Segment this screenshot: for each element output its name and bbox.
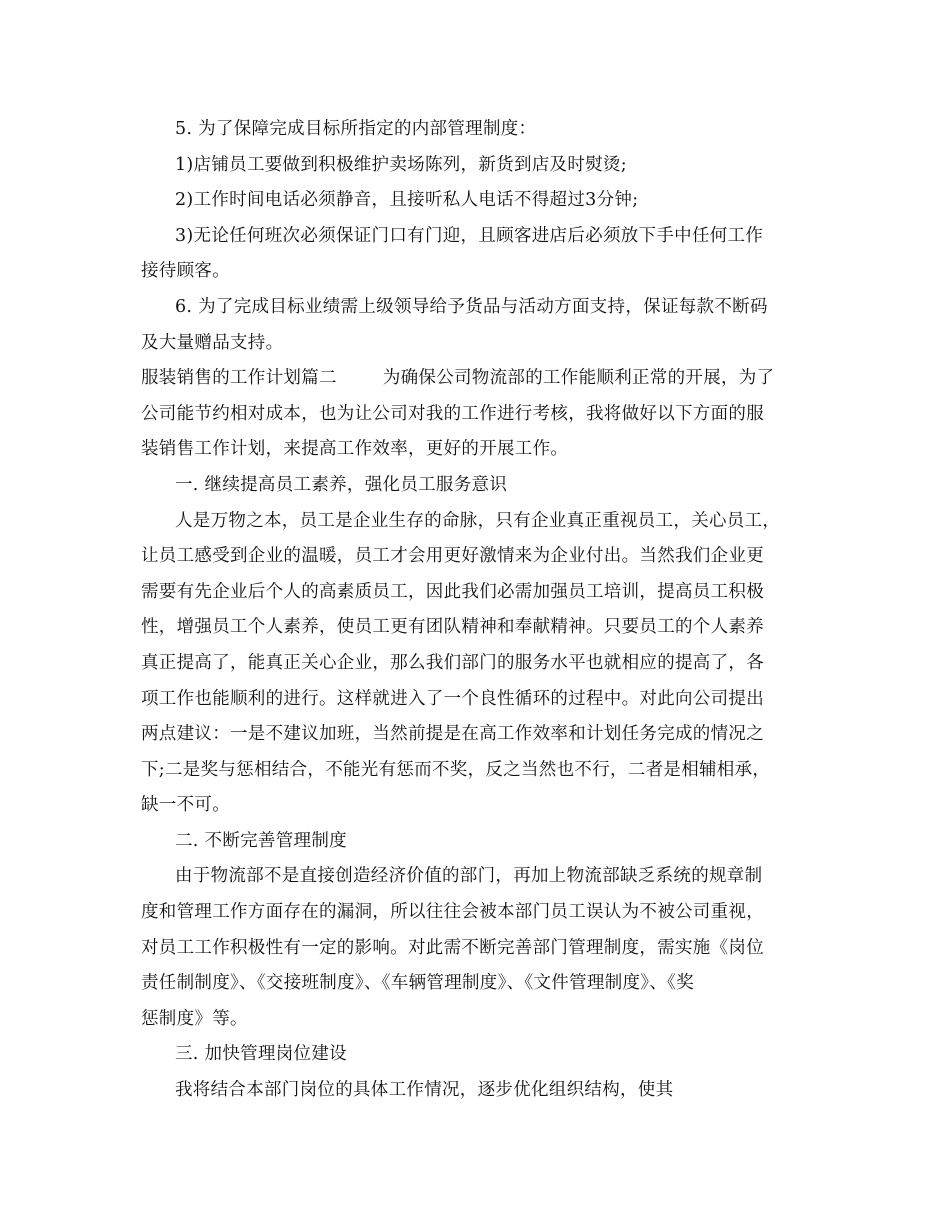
paragraph-line: 度和管理工作方面存在的漏洞，所以往往会被本部门员工误认为不被公司重视， (141, 902, 764, 923)
paragraph-line: 1)店铺员工要做到积极维护卖场陈列，新货到店及时熨烫; (175, 154, 627, 175)
paragraph-line: 人是万物之本，员工是企业生存的命脉，只有企业真正重视员工，关心员工， (175, 510, 781, 531)
paragraph-line: 2)工作时间电话必须静音，且接听私人电话不得超过3分钟; (175, 190, 639, 211)
paragraph-line: 责任制制度》、《交接班制度》、《车辆管理制度》、《文件管理制度》、《奖 (141, 973, 694, 994)
paragraph-line: 对员工工作积极性有一定的影响。对此需不断完善部门管理制度，需实施《岗位 (141, 937, 764, 958)
paragraph-text: 为确保公司物流部的工作能顺利正常的开展，为了 (382, 368, 775, 389)
section-title-line (141, 361, 811, 397)
paragraph-line: 公司能节约相对成本，也为让公司对我的工作进行考核，我将做好以下方面的服 (141, 403, 764, 424)
paragraph-line: 需要有先企业后个人的高素质员工，因此我们必需加强员工培训，提高员工积极 (141, 581, 764, 602)
paragraph-line: 3)无论任何班次必须保证门口有门迎，且顾客进店后必须放下手中任何工作 (175, 225, 764, 246)
paragraph-line: 惩制度》等。 (141, 1008, 248, 1029)
section-title: 服装销售的工作计划篇二 (141, 368, 337, 389)
paragraph-line: 两点建议：一是不建议加班，当然前提是在高工作效率和计划任务完成的情况之 (141, 724, 764, 745)
paragraph-line: 6. 为了完成目标业绩需上级领导给予货品与活动方面支持，保证每款不断码 (175, 296, 768, 317)
heading-line: 二. 不断完善管理制度 (175, 830, 347, 851)
paragraph-line: 真正提高了，能真正关心企业，那么我们部门的服务水平也就相应的提高了，各 (141, 652, 764, 673)
heading-line: 三. 加快管理岗位建设 (175, 1044, 347, 1065)
paragraph-line: 接待顾客。 (141, 261, 230, 282)
paragraph-line: 缺一不可。 (141, 795, 230, 816)
paragraph-line: 5. 为了保障完成目标所指定的内部管理制度： (175, 119, 537, 139)
paragraph-line: 装销售工作计划，来提高工作效率，更好的开展工作。 (141, 439, 569, 460)
document-body (141, 112, 811, 1109)
paragraph-line: 由于物流部不是直接创造经济价值的部门，再加上物流部缺乏系统的规章制 (175, 866, 763, 887)
paragraph-line: 项工作也能顺利的进行。这样就进入了一个良性循环的过程中。对此向公司提出 (141, 688, 764, 709)
paragraph-line: 下;二是奖与惩相结合，不能光有惩而不奖，反之当然也不行，二者是相辅相承， (141, 759, 771, 780)
paragraph-line: 让员工感受到企业的温暖，员工才会用更好激情来为企业付出。当然我们企业更 (141, 546, 764, 567)
paragraph-line: 我将结合本部门岗位的具体工作情况，逐步优化组织结构，使其 (175, 1080, 674, 1101)
paragraph-line: 及大量赠品支持。 (141, 332, 284, 353)
heading-line: 一. 继续提高员工素养，强化员工服务意识 (175, 474, 508, 495)
paragraph-line: 性，增强员工个人素养，使员工更有团队精神和奉献精神。只要员工的个人素养 (141, 617, 764, 638)
